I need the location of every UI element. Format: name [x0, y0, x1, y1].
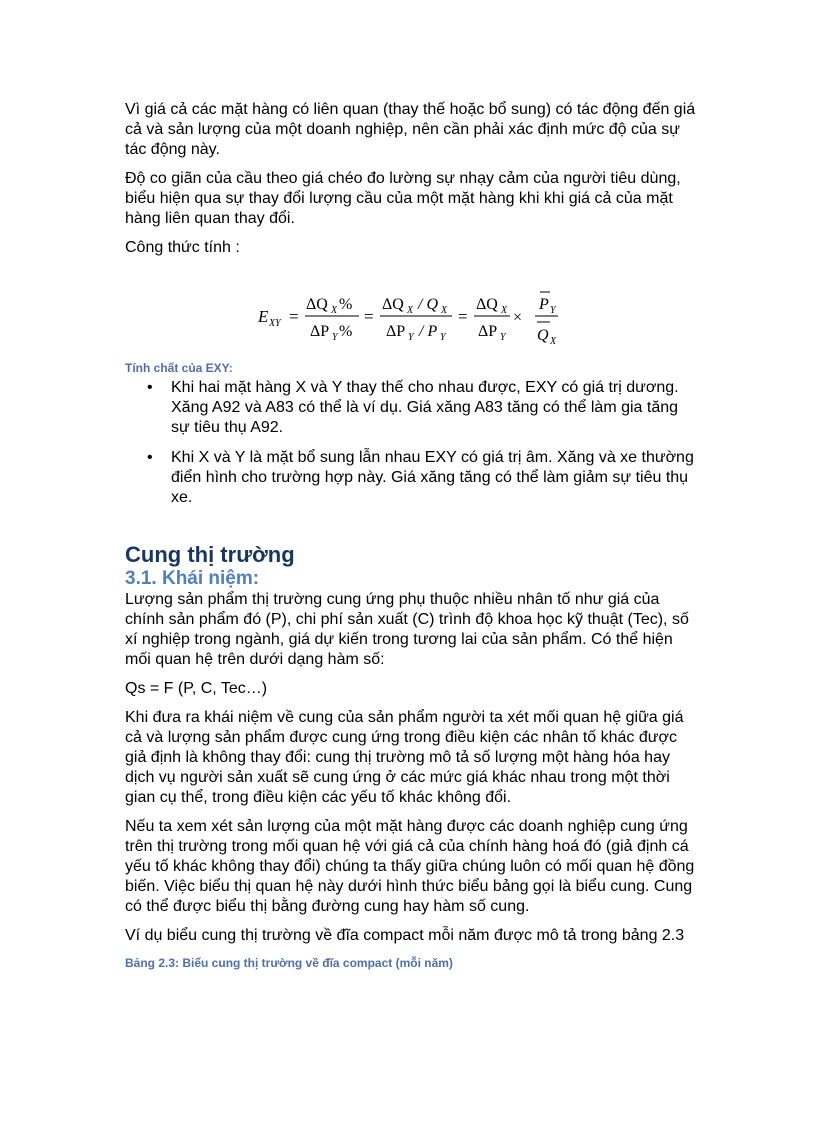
- t3-num-sub: X: [501, 305, 508, 316]
- t4-num: P: [539, 296, 549, 313]
- t4-den: Q: [537, 327, 549, 344]
- t3-num: ΔQ: [476, 296, 498, 313]
- t1-num-pct: %: [339, 296, 353, 313]
- intro-paragraph-2: Độ co giãn của cầu theo giá chéo đo lường sự nhạy cảm của người tiêu dùng, biểu hiện qua sự thay đổi lượng cầu của một mặt hàng khi khi giá cả của mặt hàng liên quan thay đổi.: [125, 170, 681, 227]
- t1-den-pct: %: [339, 323, 353, 340]
- formula-times: ×: [513, 309, 523, 326]
- intro-paragraph-1: Vì giá cả các mặt hàng có liên quan (thay thế hoặc bổ sung) có tác động đến giá cả và sản lượng của một doanh nghiệp, nên cần phải xác định mức độ của sự tác động này.: [125, 101, 696, 158]
- formula-svg: [258, 280, 568, 350]
- t4-num-sub: Y: [550, 305, 556, 316]
- table-caption: Bảng 2.3: Biểu cung thị trường về đĩa compact (mỗi năm): [125, 956, 453, 970]
- section-paragraph-5: Ví dụ biểu cung thị trường về đĩa compact mỗi năm được mô tả trong bảng 2.3: [125, 927, 685, 944]
- t1-num-sub: X: [331, 305, 338, 316]
- subsection-title: 3.1. Khái niệm:: [125, 568, 260, 589]
- formula-label: Công thức tính :: [125, 239, 240, 256]
- formula-lhs: E: [258, 307, 269, 326]
- list-item-text: Khi hai mặt hàng X và Y thay thế cho nhau được, EXY có giá trị dương. Xăng A92 và A83 có thể là ví dụ. Giá xăng A83 tăng có thể làm gia tăng sự tiêu thụ A92.: [171, 379, 679, 436]
- bullet-icon: •: [147, 379, 153, 396]
- t2-den-div: / P: [419, 323, 438, 340]
- bullet-icon: •: [147, 449, 153, 466]
- t1-den-sub: Y: [332, 332, 338, 343]
- list-item-text: Khi X và Y là mặt bổ sung lẫn nhau EXY có giá trị âm. Xăng và xe thường điển hình cho trường hợp này. Giá xăng tăng có thể làm giảm sự tiêu thụ xe.: [171, 449, 694, 506]
- t2-den: ΔP: [386, 323, 406, 340]
- supply-function: Qs = F (P, C, Tec…): [125, 680, 268, 697]
- t2-den-sub: Y: [408, 332, 414, 343]
- t3-den-sub: Y: [500, 332, 506, 343]
- t2-num-div-sub: X: [441, 305, 448, 316]
- t1-num: ΔQ: [306, 296, 328, 313]
- t2-num-div: / Q: [418, 296, 438, 313]
- section-paragraph-1: Lượng sản phẩm thị trường cung ứng phụ thuộc nhiều nhân tố như giá của chính sản phẩm đó (P), chi phí sản xuất (C) trình độ khoa học kỹ thuật (Tec), số xí nghiệp trong ngành, giá dự kiến trong tương lai của sản phẩm. Có thể hiện mối quan hệ trên dưới dạng hàm số:: [125, 591, 689, 668]
- section-paragraph-3: Khi đưa ra khái niệm về cung của sản phẩm người ta xét mối quan hệ giữa giá cả và lượng sản phẩm được cung ứng trong điều kiện các nhân tố khác được giả định là không thay đổi: cung thị trường mô tả số lượng một hàng hóa hay dịch vụ người sản xuất sẽ cung ứng ở các mức giá khác nhau trong một thời gian cụ thể, trong điều kiện các yếu tố khác không đổi.: [125, 709, 684, 806]
- formula-lhs-sub: XY: [269, 318, 281, 329]
- t1-den: ΔP: [310, 323, 330, 340]
- formula-eq-1: =: [289, 307, 299, 326]
- t2-num: ΔQ: [382, 296, 404, 313]
- list-item: [125, 448, 700, 508]
- properties-list: [125, 378, 700, 508]
- formula-eq-2: =: [364, 307, 374, 326]
- t3-den: ΔP: [478, 323, 498, 340]
- properties-caption: Tính chất của EXY:: [125, 361, 233, 375]
- t2-num-sub: X: [407, 305, 414, 316]
- document-content: [125, 100, 700, 973]
- t4-den-sub: X: [550, 336, 557, 347]
- section-paragraph-4: Nếu ta xem xét sản lượng của một mặt hàng được các doanh nghiệp cung ứng trên thị trường trong mối quan hệ với giá cả của chính hàng hoá đó (giả định cá yếu tố khác không thay đổi) chúng ta thấy giữa chúng luôn có mối quan hệ đồng biến. Việc biểu thị quan hệ này dưới hình thức biểu bảng gọi là biểu cung. Cung có thể được biểu thị bằng đường cung hay hàm số cung.: [125, 818, 695, 915]
- list-item: [125, 378, 700, 438]
- cross-elasticity-formula: [258, 280, 700, 350]
- t2-den-div-sub: Y: [440, 332, 446, 343]
- formula-eq-3: =: [458, 307, 468, 326]
- section-title: Cung thị trường: [125, 542, 295, 567]
